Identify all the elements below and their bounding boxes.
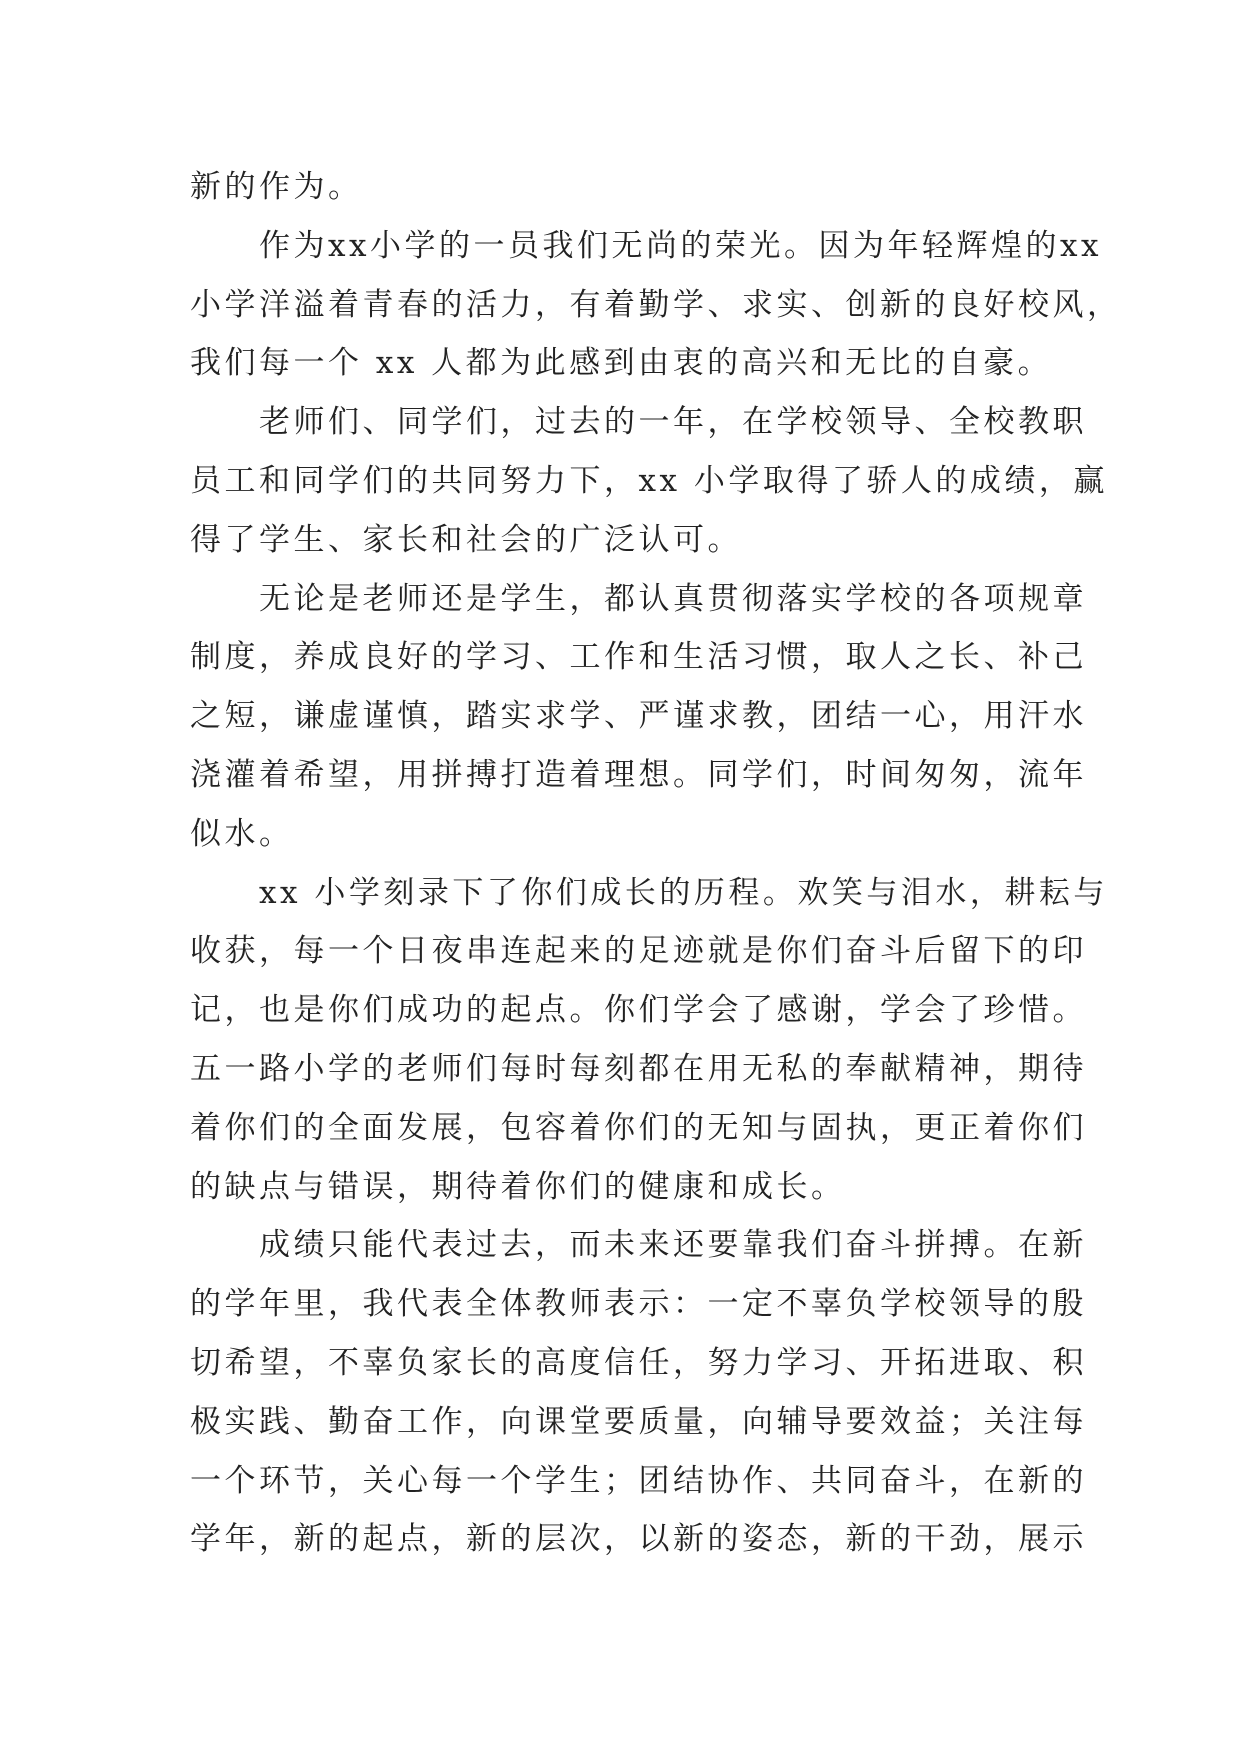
text-line: 成绩只能代表过去，而未来还要靠我们奋斗拼搏。在新 xyxy=(190,1227,1087,1264)
text-line: 记，也是你们成功的起点。你们学会了感谢，学会了珍惜。 xyxy=(190,992,1087,1029)
text-line: 制度，养成良好的学习、工作和生活习惯，取人之长、补己 xyxy=(190,639,1087,676)
text-line: 老师们、同学们，过去的一年，在学校领导、全校教职 xyxy=(190,404,1087,441)
text-line: 我们每一个 xx 人都为此感到由衷的高兴和无比的自豪。 xyxy=(190,345,1053,382)
text-line: 着你们的全面发展，包容着你们的无知与固执，更正着你们 xyxy=(190,1109,1087,1146)
text-line: 切希望，不辜负家长的高度信任，努力学习、开拓进取、积 xyxy=(190,1344,1087,1381)
text-line: 的学年里，我代表全体教师表示：一定不辜负学校领导的殷 xyxy=(190,1286,1087,1323)
text-line: 的缺点与错误，期待着你们的健康和成长。 xyxy=(190,1168,846,1205)
text-line: 学年，新的起点，新的层次，以新的姿态，新的干劲，展示 xyxy=(190,1521,1087,1558)
text-line: 极实践、勤奋工作，向课堂要质量，向辅导要效益；关注每 xyxy=(190,1403,1087,1440)
text-line: 收获，每一个日夜串连起来的足迹就是你们奋斗后留下的印 xyxy=(190,933,1087,970)
text-line: 之短，谦虚谨慎，踏实求学、严谨求教，团结一心，用汗水 xyxy=(190,698,1087,735)
text-line: 浇灌着希望，用拼搏打造着理想。同学们，时间匆匆，流年 xyxy=(190,756,1087,793)
text-line: 得了学生、家长和社会的广泛认可。 xyxy=(190,521,742,558)
document-body xyxy=(190,158,1122,1569)
text-line: 一个环节，关心每一个学生；团结协作、共同奋斗，在新的 xyxy=(190,1462,1087,1499)
text-line: 员工和同学们的共同努力下，xx 小学取得了骄人的成绩，赢 xyxy=(190,462,1108,499)
text-line: 作为xx小学的一员我们无尚的荣光。因为年轻辉煌的xx xyxy=(190,227,1102,264)
text-line: 无论是老师还是学生，都认真贯彻落实学校的各项规章 xyxy=(190,580,1087,617)
text-line: 似水。 xyxy=(190,815,294,852)
text-line: xx 小学刻录下了你们成长的历程。欢笑与泪水，耕耘与 xyxy=(190,874,1108,911)
text-line: 小学洋溢着青春的活力，有着勤学、求实、创新的良好校风， xyxy=(190,286,1122,323)
text-line: 新的作为。 xyxy=(190,169,363,205)
text-line: 五一路小学的老师们每时每刻都在用无私的奉献精神，期待 xyxy=(190,1050,1087,1087)
